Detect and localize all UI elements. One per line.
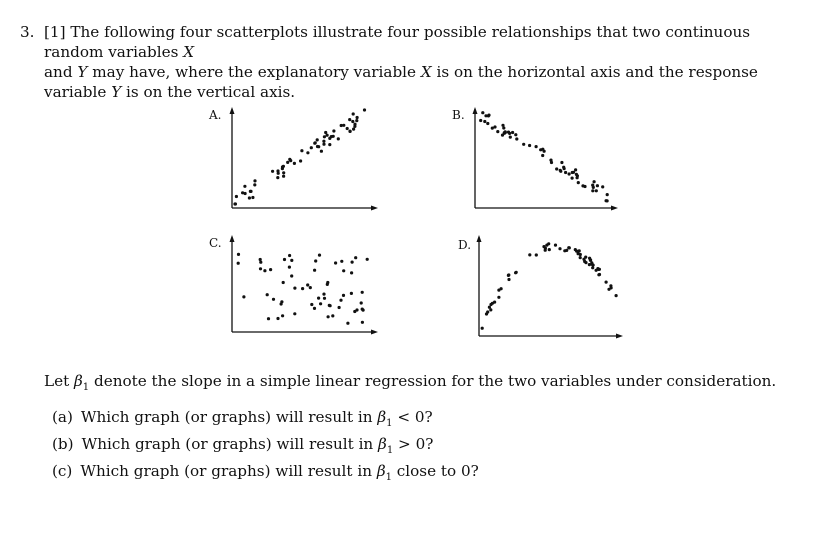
scatter-point [339, 299, 342, 302]
scatter-point [237, 253, 240, 256]
scatter-point [595, 269, 598, 272]
scatter-point [342, 269, 345, 272]
scatter-point [352, 112, 355, 115]
scatter-point [324, 131, 327, 134]
scatter-point [497, 296, 500, 299]
axes [452, 232, 632, 342]
scatter-point [234, 202, 237, 205]
point-cloud [479, 111, 609, 202]
scatter-point [281, 167, 284, 170]
scatter-point [280, 302, 283, 305]
scatter-point [591, 266, 594, 269]
scatter-point [313, 269, 316, 272]
scatterplot-d [452, 232, 632, 342]
scatter-point [588, 263, 591, 266]
scatter-point [282, 175, 285, 178]
scatter-point [353, 310, 356, 313]
scatter-point [588, 257, 591, 260]
axes [448, 104, 628, 214]
axes [205, 232, 385, 342]
scatter-point [514, 133, 517, 136]
scatter-point [576, 176, 579, 179]
scatter-point [293, 162, 296, 165]
problem-text: [1] The following four scatterplots illustrate four possible relationships that two continuous random variables X and Y may have, where the explanatory variable X is on the horizontal axis and the response variable Y is on the vertical axis. [44, 23, 758, 101]
scatter-point [489, 308, 492, 311]
scatter-point [276, 169, 279, 172]
scatter-point [591, 189, 594, 192]
scatter-point [591, 263, 594, 266]
scatter-point [316, 145, 319, 148]
scatter-point [605, 281, 608, 284]
scatter-point [486, 310, 489, 313]
scatter-point [354, 256, 357, 259]
scatter-point [309, 286, 312, 289]
scatter-point [577, 250, 580, 253]
scatter-point [509, 136, 512, 139]
scatter-point [288, 266, 291, 269]
scatter-point [281, 314, 284, 317]
scatter-point [266, 293, 269, 296]
scatter-point [548, 248, 551, 251]
scatter-point [334, 261, 337, 264]
scatter-point [593, 180, 596, 183]
scatter-point [481, 327, 484, 330]
scatter-point [581, 184, 584, 187]
scatter-point [558, 247, 561, 250]
scatter-point [562, 166, 565, 169]
scatter-point [366, 258, 369, 261]
plot-label: B. [452, 108, 465, 122]
scatter-point [282, 171, 285, 174]
scatter-point [248, 196, 251, 199]
scatter-point [253, 183, 256, 186]
point-cloud [481, 242, 618, 330]
scatter-point [601, 185, 604, 188]
scatter-point [598, 273, 601, 276]
scatter-point [322, 143, 325, 146]
scatter-point [487, 114, 490, 117]
scatter-point [515, 271, 518, 274]
scatter-point [361, 321, 364, 324]
scatter-point [560, 161, 563, 164]
scatter-point [330, 135, 333, 138]
scatter-point [286, 161, 289, 164]
scatter-point [263, 269, 266, 272]
scatter-point [314, 259, 317, 262]
plot-label: C. [209, 236, 222, 250]
scatter-point [507, 278, 510, 281]
scatter-point [497, 289, 500, 292]
scatter-point [507, 274, 510, 277]
scatter-point [306, 151, 309, 154]
scatter-point [579, 256, 582, 259]
scatter-point [293, 312, 296, 315]
scatter-point [301, 287, 304, 290]
scatter-point [571, 177, 574, 180]
scatter-point [267, 317, 270, 320]
scatter-point [290, 274, 293, 277]
scatter-point [535, 253, 538, 256]
scatter-point [288, 158, 291, 161]
scatter-point [541, 154, 544, 157]
scatter-point [316, 138, 319, 141]
scatter-point [496, 130, 499, 133]
scatter-point [568, 172, 571, 175]
scatter-point [544, 249, 547, 252]
scatter-point [328, 304, 331, 307]
scatter-point [543, 150, 546, 153]
scatter-point [320, 150, 323, 153]
question-b: (b) Which graph (or graphs) will result in $\beta_1 > 0$? [52, 435, 434, 457]
axes [205, 104, 385, 214]
scatter-point [554, 244, 557, 247]
scatter-point [299, 159, 302, 162]
scatter-point [251, 196, 254, 199]
scatter-point [346, 322, 349, 325]
scatter-point [331, 314, 334, 317]
scatter-point [322, 140, 325, 143]
scatter-point [592, 186, 595, 189]
scatter-point [504, 131, 507, 134]
scatter-point [577, 181, 580, 184]
scatter-point [283, 258, 286, 261]
scatter-point [539, 148, 542, 151]
scatter-point [352, 128, 355, 131]
scatter-point [356, 116, 359, 119]
scatter-point [615, 294, 618, 297]
scatter-point [332, 129, 335, 132]
scatter-point [242, 295, 245, 298]
scatter-point [575, 173, 578, 176]
scatter-point [317, 297, 320, 300]
scatter-point [276, 176, 279, 179]
scatter-point [272, 298, 275, 301]
scatter-point [338, 306, 341, 309]
scatter-point [511, 131, 514, 134]
scatter-point [489, 303, 492, 306]
scatter-point [351, 261, 354, 264]
scatter-point [567, 246, 570, 249]
point-cloud [233, 108, 366, 205]
scatter-point [306, 283, 309, 286]
scatter-point [342, 124, 345, 127]
scatter-point [348, 118, 351, 121]
scatter-point [486, 122, 489, 125]
plot-label: D. [458, 238, 472, 252]
scatter-point [363, 108, 366, 111]
scatter-point [574, 248, 577, 251]
problem-statement [20, 22, 790, 102]
lead-sentence: Let $\beta_1$ denote the slope in a simple linear regression for the two variables under consideration. [44, 372, 777, 394]
scatter-point [350, 271, 353, 274]
question-c: (c) Which graph (or graphs) will result in $\beta_1$ close to 0? [52, 462, 479, 484]
scatter-point [355, 119, 358, 122]
scatter-point [327, 315, 330, 318]
scatter-point [547, 242, 550, 245]
scatter-point [243, 185, 246, 188]
scatter-point [326, 281, 329, 284]
scatter-point [282, 281, 285, 284]
scatter-point [313, 307, 316, 310]
scatter-point [318, 254, 321, 257]
scatter-point [328, 143, 331, 146]
scatter-point [323, 135, 326, 138]
scatter-point [535, 145, 538, 148]
scatter-point [555, 167, 558, 170]
scatter-point [237, 262, 240, 265]
scatter-point [571, 171, 574, 174]
scatter-point [515, 137, 518, 140]
scatter-point [253, 179, 256, 182]
scatter-point [337, 137, 340, 140]
scatter-point [340, 260, 343, 263]
scatter-point [288, 254, 291, 257]
scatter-point [269, 268, 272, 271]
scatter-point [595, 189, 598, 192]
scatter-point [342, 294, 345, 297]
scatter-point [310, 146, 313, 149]
scatter-point [483, 120, 486, 123]
scatter-point [323, 297, 326, 300]
scatter-point [353, 123, 356, 126]
plot-label: A. [209, 108, 222, 122]
scatter-point [351, 120, 354, 123]
scatter-point [501, 124, 504, 127]
scatter-point [361, 291, 364, 294]
scatter-point [235, 195, 238, 198]
scatter-point [271, 170, 274, 173]
scatter-point [605, 199, 608, 202]
scatter-point [528, 253, 531, 256]
scatter-point [481, 111, 484, 114]
scatter-point [488, 306, 491, 309]
scatterplot-a [205, 104, 385, 214]
problem-number: 3. [20, 23, 35, 41]
scatter-point [549, 159, 552, 162]
scatter-point [310, 303, 313, 306]
scatter-point [583, 260, 586, 263]
scatter-point [300, 149, 303, 152]
scatter-point [349, 130, 352, 133]
scatter-point [522, 143, 525, 146]
scatter-point [493, 301, 496, 304]
scatter-point [574, 168, 577, 171]
scatter-point [493, 125, 496, 128]
scatter-point [259, 267, 262, 270]
scatter-point [484, 114, 487, 117]
scatter-point [326, 134, 329, 137]
scatter-point [528, 144, 531, 147]
scatter-point [502, 126, 505, 129]
scatter-point [559, 169, 562, 172]
scatterplot-b [448, 104, 628, 214]
scatter-point [259, 258, 262, 261]
scatterplot-c [205, 232, 385, 342]
scatter-point [293, 287, 296, 290]
scatter-point [244, 192, 247, 195]
scatter-point [290, 259, 293, 262]
points-badge: [1] [44, 23, 66, 41]
scatter-point [259, 261, 262, 264]
scatter-point [606, 193, 609, 196]
scatter-point [249, 190, 252, 193]
scatter-point [346, 127, 349, 130]
question-a: (a) Which graph (or graphs) will result in $\beta_1 < 0$? [52, 408, 433, 430]
scatter-point [596, 184, 599, 187]
scatter-point [564, 171, 567, 174]
scatter-point [350, 292, 353, 295]
scatter-point [565, 249, 568, 252]
scatter-point [542, 245, 545, 248]
scatter-point [508, 132, 511, 135]
scatter-point [360, 301, 363, 304]
scatter-point [479, 119, 482, 122]
point-cloud [237, 253, 369, 325]
scatter-point [276, 317, 279, 320]
scatter-point [610, 286, 613, 289]
scatter-point [319, 302, 322, 305]
scatter-point [322, 293, 325, 296]
scatter-point [314, 141, 317, 144]
scatter-point [361, 308, 364, 311]
